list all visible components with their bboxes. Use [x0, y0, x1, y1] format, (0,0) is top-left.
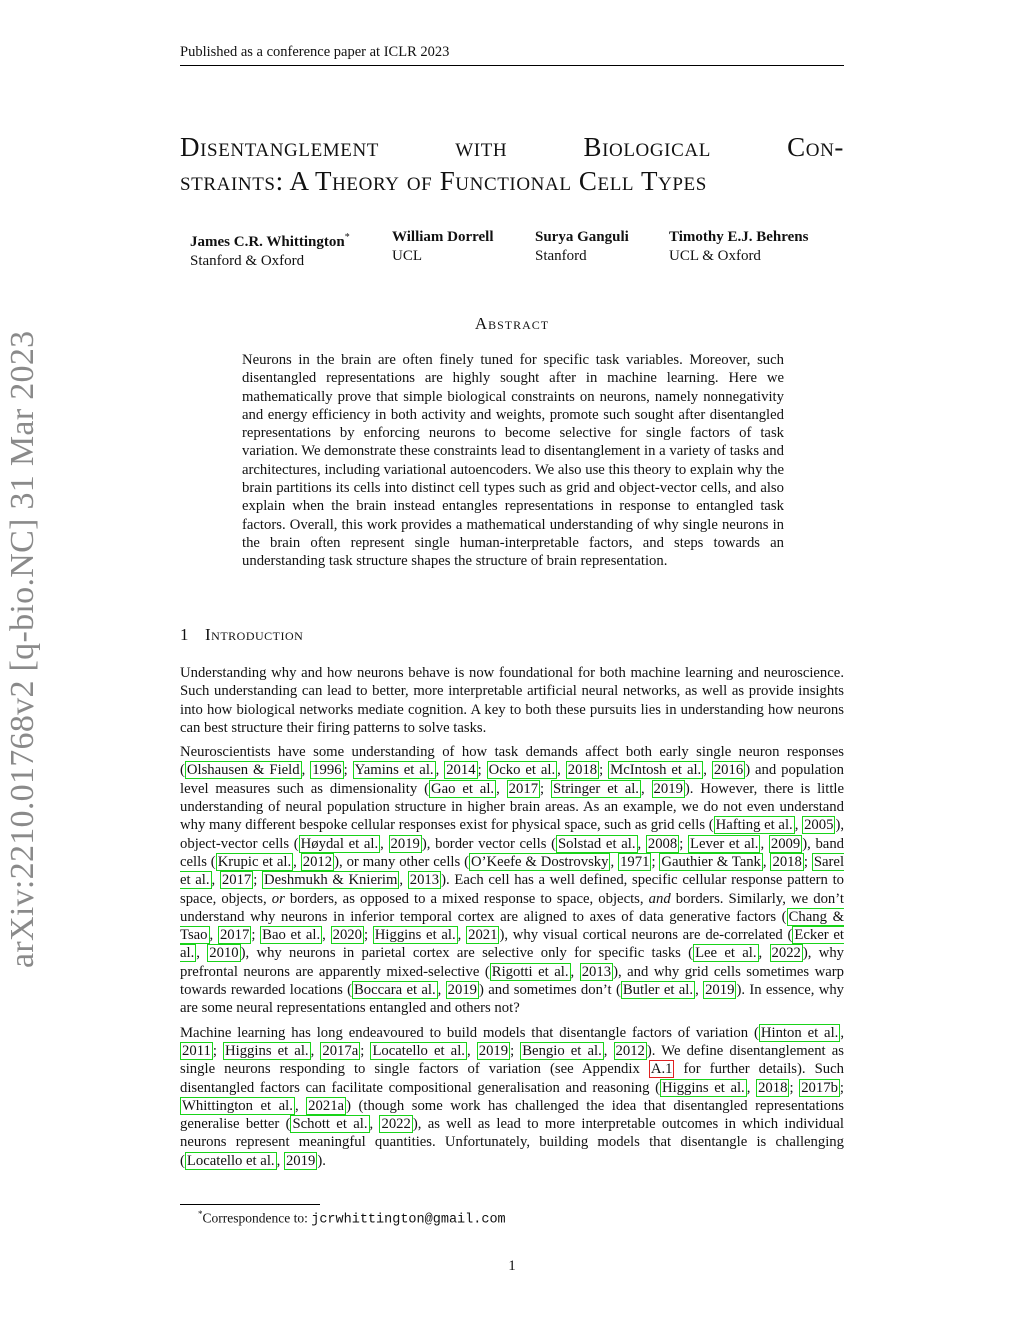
text-run: ;	[599, 762, 609, 779]
citation-link[interactable]: Bao et al.	[262, 927, 321, 944]
text-run: ,	[840, 1024, 844, 1041]
section-heading	[180, 625, 303, 645]
text-run: ). However, there is little understanding of neural population structure in higher brain areas. As an example, we do not even understand why many different bespoke cellular responses exist for physical space, such as grid cells (	[180, 780, 844, 834]
running-header: Published as a conference paper at ICLR 2023	[180, 44, 844, 66]
citation-link[interactable]: 1971	[620, 853, 650, 870]
section-title: Introduction	[205, 625, 304, 644]
text-run: ,	[758, 945, 770, 962]
citation-link[interactable]: Olshausen & Field	[186, 762, 300, 779]
author-name: Timothy E.J. Behrens	[669, 229, 809, 245]
citation-link[interactable]: 2012	[302, 853, 333, 870]
text-run: ).	[317, 1152, 326, 1169]
text-run: ,	[703, 762, 712, 779]
text-run: ), as well as lead to more interpretable outcomes in which individual neurons represent meaningful quantities. Unfortunately, building models that disentangle is challenging (	[180, 1116, 844, 1169]
text-run: Machine learning has long endeavoured to build models that disentangle factors of variation (	[180, 1024, 759, 1041]
citation-link[interactable]: 2011	[182, 1042, 211, 1059]
text-run: ,	[610, 853, 619, 870]
citation-link[interactable]: 2022	[381, 1116, 411, 1133]
citation-link[interactable]: 2017a	[322, 1042, 359, 1059]
citation-link[interactable]: Deshmukh & Knierim	[264, 872, 398, 889]
text-run: ;	[540, 780, 551, 797]
text-run: ,	[640, 780, 652, 797]
text-run: ,	[322, 927, 331, 944]
text-run: ,	[746, 1079, 757, 1096]
text-run: ,	[380, 835, 389, 852]
text-run: ;	[477, 762, 487, 779]
footnote-email[interactable]: jcrwhittington@gmail.com	[311, 1212, 506, 1228]
text-run: ), why neurons in parietal cortex are selective only for specific tasks (	[240, 945, 694, 962]
citation-link[interactable]: 2008	[647, 835, 678, 852]
citation-link[interactable]: Lee et al.	[695, 945, 757, 962]
abstract-text: Neurons in the brain are often finely tuned for specific task variables. Moreover, such disentangled representations are highly sought after in machine learning. Here we mathematically prove that simple biological constraints on neurons, namely nonnegativity and energy efficiency in both activity and weights, promote such sought after disentangled representations by enforcing neurons to become selective for single factors of task variation. We demonstrate these constraints lead to disentanglement in a variety of tasks and architectures, including variational autoencoders. We also use this theory to explain why the brain partitions its cells into distinct cell types such as grid and object-vector cells, and also explain when the brain instead entangles representations in response to entangled task factors. Overall, this work provides a mathematical understanding of why single neurons in the brain often represent single human-interpretable factors, and steps towards an understanding task structure shapes the structure of brain representation.	[242, 352, 784, 570]
citation-link[interactable]: Locatello et al.	[186, 1152, 275, 1169]
text-run: ) and population level measures such as dimensionality (	[180, 762, 844, 797]
author-affiliation: Stanford & Oxford	[190, 253, 305, 269]
citation-link[interactable]: McIntosh et al.	[610, 762, 702, 779]
text-run: ). Each cell has a well defined, specific cellular response pattern to space, objects,	[180, 872, 845, 907]
citation-link[interactable]: Whittington et al.	[182, 1097, 293, 1114]
text-run: ) (though some work has challenged the idea that disentangled representations generalise better (	[180, 1097, 845, 1133]
text-run: for further details). Such disentangled factors can facilitate compositional generalisation and reasoning (	[180, 1061, 844, 1096]
text-run: ;	[253, 872, 263, 889]
citation-link[interactable]: Chang & Tsao	[180, 908, 844, 944]
citation-link[interactable]: 2017b	[801, 1079, 838, 1096]
text-run: ,	[211, 872, 220, 889]
text-run: ;	[789, 1079, 800, 1096]
title-line-1: Disentanglement with Biological Con-	[180, 132, 844, 162]
text-run: ;	[679, 835, 688, 852]
citation-link[interactable]: Higgins et al.	[662, 1079, 745, 1096]
citation-link[interactable]: 2022	[771, 945, 801, 962]
text-run: ,	[557, 762, 566, 779]
title-line-2: straints: A Theory of Functional Cell Types	[180, 166, 707, 196]
citation-link[interactable]: Sarel et al.	[180, 853, 845, 889]
text-run: borders, as opposed to a mixed response to space, objects,	[284, 890, 649, 907]
text-run: ,	[369, 1116, 380, 1133]
text-run: ;	[360, 1042, 371, 1059]
text-run: ), object-vector cells (	[180, 817, 845, 852]
citation-link[interactable]: 2009	[770, 835, 801, 852]
citation-link[interactable]: 2021a	[308, 1097, 345, 1114]
footnote-text: Correspondence to:	[202, 1210, 312, 1226]
author-name: James C.R. Whittington*	[190, 232, 350, 250]
citation-link[interactable]: Gauthier & Tank	[661, 853, 761, 870]
citation-link[interactable]: 2019	[285, 1152, 316, 1169]
text-run: ,	[310, 1042, 321, 1059]
citation-link[interactable]: 1996	[312, 762, 342, 779]
footnote-rule	[180, 1204, 320, 1205]
citation-link[interactable]: 2010	[209, 945, 239, 962]
paragraph-3	[180, 1024, 844, 1170]
text-run: ,	[794, 817, 803, 834]
abstract-heading: Abstract	[474, 314, 550, 333]
author-2	[392, 228, 494, 266]
author-affiliation: UCL & Oxford	[669, 248, 761, 264]
citation-link[interactable]: Higgins et al.	[225, 1042, 309, 1059]
text-run: ,	[695, 982, 704, 999]
text-run: ;	[363, 927, 373, 944]
paragraph-1: Understanding why and how neurons behave is now foundational for both machine learning and neuroscience. Such understanding can lead to better, more interpretable artificial neural networks, as well as provide insights into how biological networks mediate cognition. A key to both these pursuits lies in understanding how neurons can best structure their firing patterns to solve tasks.	[180, 665, 844, 736]
paper-title	[180, 130, 844, 198]
citation-link[interactable]: Yamins et al.	[354, 762, 434, 779]
citation-link[interactable]: 2021	[468, 927, 498, 944]
citation-link[interactable]: 2017	[219, 927, 250, 944]
author-name: William Dorrell	[392, 229, 494, 245]
text-run: ,	[294, 1097, 307, 1114]
text-run: ,	[760, 835, 769, 852]
citation-link[interactable]: 2019	[390, 835, 420, 852]
footnote-mark: *	[198, 1209, 203, 1219]
citation-link[interactable]: Hinton et al.	[760, 1024, 839, 1041]
citation-link[interactable]: Hafting et al.	[715, 817, 793, 834]
text-run: ;	[651, 853, 660, 870]
text-run: ;	[343, 762, 353, 779]
author-3	[535, 228, 629, 266]
text-run: Neuroscientists have some understanding of how task demands affect both early single neuron responses (	[180, 744, 844, 779]
italic-text: or	[271, 890, 285, 907]
arxiv-stamp[interactable]: arXiv:2210.01768v2 [q-bio.NC] 31 Mar 2023	[4, 330, 41, 968]
citation-link[interactable]: Høydal et al.	[300, 835, 379, 852]
citation-link[interactable]: 2019	[705, 982, 735, 999]
citation-link[interactable]: 2013	[409, 872, 440, 889]
text-run: ), or many other cells (	[334, 853, 469, 870]
text-run: borders. Similarly, we don’t understand why neurons in inferior temporal cortex are aligned to axes of data generative factors (	[180, 890, 844, 925]
citation-link[interactable]: Boccara et al.	[354, 982, 436, 999]
citation-link[interactable]: 2017	[508, 780, 539, 797]
text-run: ,	[496, 780, 507, 797]
citation-link[interactable]: Bengio et al.	[522, 1042, 602, 1059]
text-run: ), why visual cortical neurons are de-correlated (	[499, 927, 793, 944]
citation-link[interactable]: 2018	[772, 853, 802, 870]
citation-link[interactable]: Stringer et al.	[553, 780, 639, 797]
citation-link[interactable]: Butler et al.	[622, 982, 694, 999]
citation-link[interactable]: O’Keefe & Dostrovsky	[470, 853, 609, 870]
text-run: ,	[293, 853, 301, 870]
text-run: ;	[510, 1042, 521, 1059]
paragraph-2	[180, 743, 844, 1017]
text-run: ,	[603, 1042, 614, 1059]
citation-link[interactable]: 2018	[567, 762, 598, 779]
citation-link[interactable]: Krupic et al.	[217, 853, 292, 870]
text-run: ,	[196, 945, 208, 962]
italic-text: and	[648, 890, 671, 907]
text-run: ,	[276, 1152, 284, 1169]
citation-link[interactable]: 2005	[804, 817, 834, 834]
citation-link[interactable]: Schott et al.	[292, 1116, 368, 1133]
text-run: ), why prefrontal neurons are apparently mixed-selective (	[180, 945, 845, 980]
text-run: ,	[209, 927, 218, 944]
text-run: ,	[457, 927, 467, 944]
text-run: ,	[437, 982, 446, 999]
citation-link[interactable]: Lever et al.	[690, 835, 759, 852]
text-run: ;	[839, 1079, 845, 1096]
text-run: ), band cells (	[180, 835, 845, 870]
footnote	[198, 1209, 506, 1228]
text-run: ,	[570, 963, 580, 980]
citation-link[interactable]: 2012	[615, 1042, 645, 1059]
text-run: ). We define disentanglement as single neurons responding to single factors of variation (see Appendix	[180, 1042, 844, 1078]
citation-link[interactable]: 2019	[447, 982, 478, 999]
author-affiliation: UCL	[392, 248, 422, 264]
citation-link[interactable]: 2019	[478, 1042, 509, 1059]
citation-link[interactable]: Gao et al.	[430, 780, 495, 797]
citation-link[interactable]: 2013	[581, 963, 612, 980]
text-run: ,	[301, 762, 311, 779]
citation-link[interactable]: Solstad et al.	[558, 835, 636, 852]
citation-link[interactable]: 2017	[221, 872, 252, 889]
text-run: ,	[466, 1042, 477, 1059]
citation-link[interactable]: 2014	[446, 762, 476, 779]
citation-link[interactable]: Higgins et al.	[374, 927, 456, 944]
citation-link[interactable]: 2019	[653, 780, 683, 797]
author-1	[190, 228, 350, 271]
introduction-body	[180, 664, 844, 1176]
text-run: ). In essence, why are some neural representations entangled and others not?	[180, 982, 845, 1017]
text-run: ), and why grid cells sometimes warp towards rewarded locations (	[180, 963, 845, 999]
citation-link[interactable]: 2018	[758, 1079, 788, 1096]
citation-link[interactable]: 2020	[332, 927, 362, 944]
text-run: ,	[399, 872, 408, 889]
text-run: ,	[435, 762, 445, 779]
text-run: ;	[212, 1042, 224, 1059]
text-run: ,	[762, 853, 771, 870]
author-affiliation: Stanford	[535, 248, 587, 264]
author-name: Surya Ganguli	[535, 229, 629, 245]
citation-link[interactable]: Locatello et al.	[372, 1042, 465, 1059]
citation-link[interactable]: Ocko et al.	[488, 762, 556, 779]
text-run: ) and sometimes don’t (	[479, 982, 621, 999]
text-run: ), border vector cells (	[421, 835, 556, 852]
text-run: ;	[803, 853, 812, 870]
author-4	[669, 228, 808, 266]
section-number: 1	[180, 625, 189, 644]
citation-link[interactable]: Ecker et al.	[180, 927, 845, 962]
text-run: ;	[251, 927, 261, 944]
text-run: ,	[637, 835, 646, 852]
page-number: 1	[508, 1258, 516, 1274]
citation-link[interactable]: 2016	[713, 762, 744, 779]
citation-link[interactable]: Rigotti et al.	[491, 963, 569, 980]
appendix-link[interactable]: A.1	[650, 1061, 673, 1078]
